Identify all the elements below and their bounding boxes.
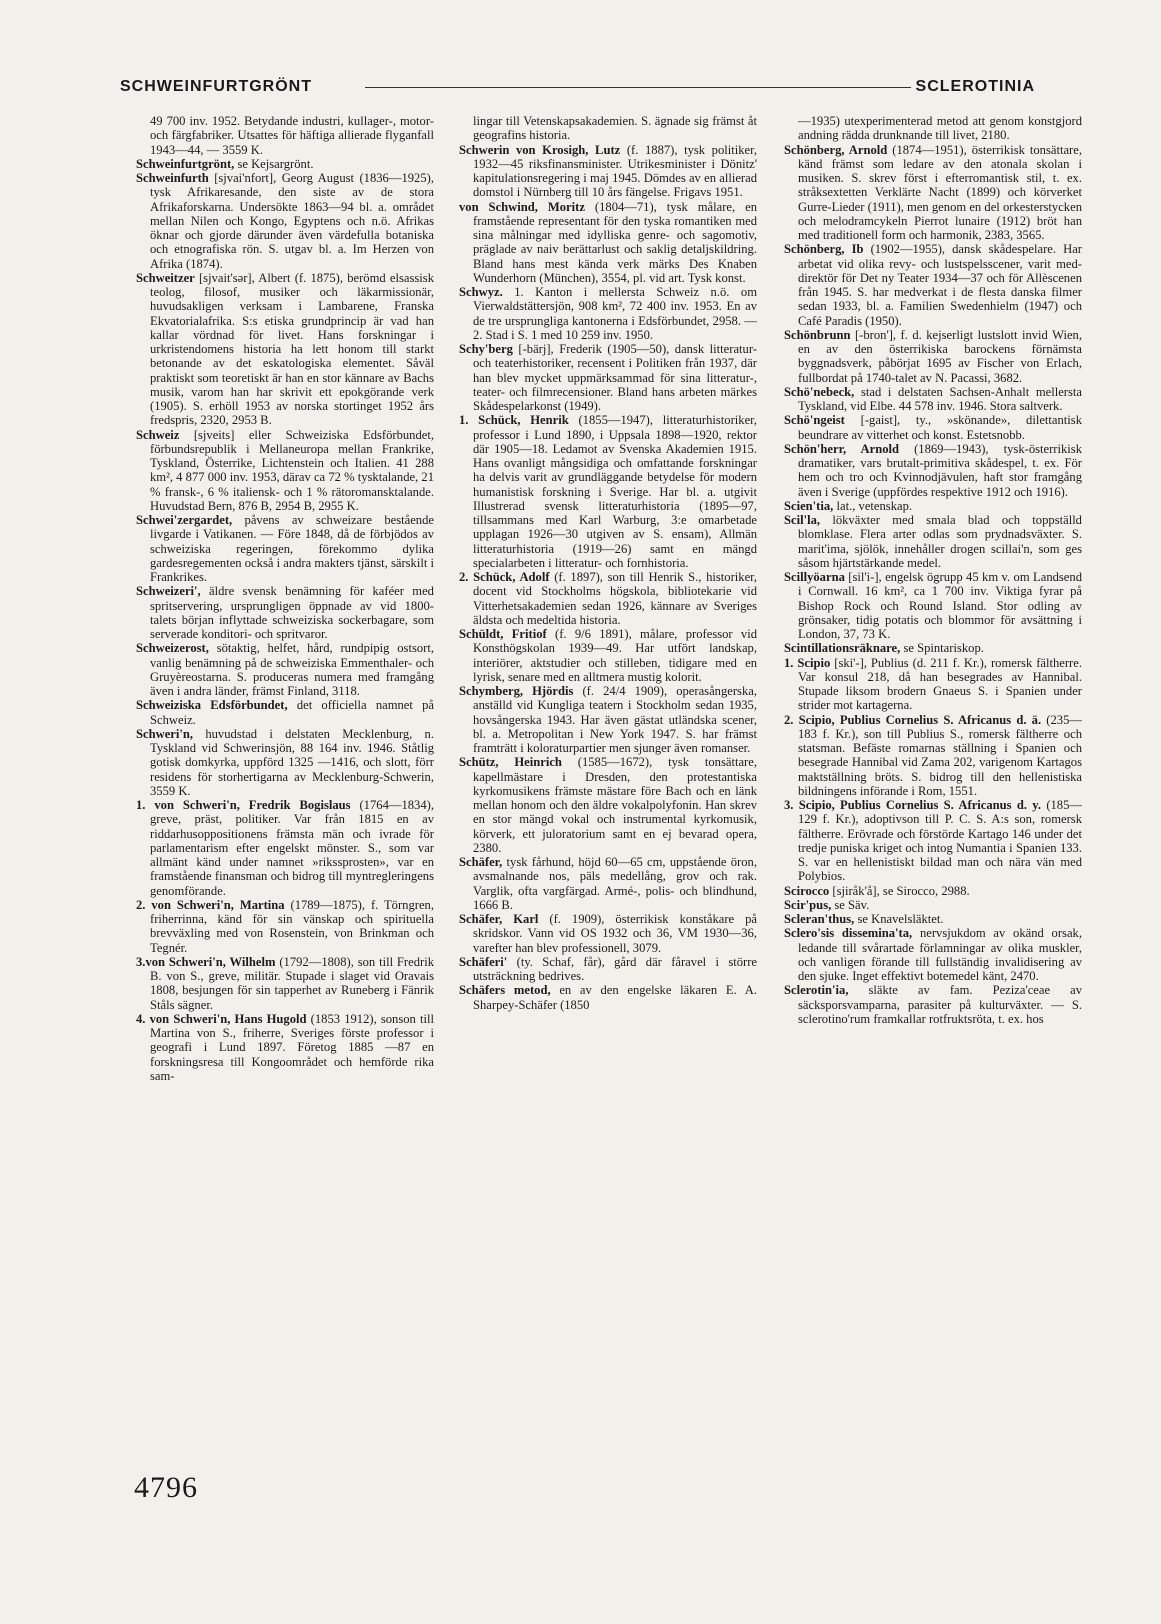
entry-text: lat., vetenskap.	[836, 498, 913, 513]
entry-headword: 1. von Schweri'n, Fredrik Bogislaus	[136, 798, 351, 812]
entry-text: [sjvait'sər], Albert (f. 1875), berömd elsassisk teolog, filosof, musiker och läkarmissionär, huvudsakligen verksam i Lambarene, Franska Ekvatorialafrika. S:s etiska grundprincip är vad han kallar vördnad för livet. Hans forskningar i urkristendomens historia ha lett honom till starkt betonande av det eskatologiska elementet. Såväl praktiskt som teoretiskt är han en stor kännare av Bachs musik, varom han har skrivit ett epokgörande verk (1905). S. erhöll 1953 av norska stortinget 1952 års fredspris, 2320, 2953 B.	[150, 270, 434, 428]
entry-text: (1792—1808), son till Fredrik B. von S., greve, militär. Stupade i slaget vid Oravais 1808, besjungen för sin tapperhet av Runeberg i Fänrik Ståls sägner.	[150, 954, 434, 1012]
dictionary-entry	[784, 912, 1082, 926]
entry-headword: Scirocco	[784, 883, 830, 898]
entry-text: (1789—1875), f. Törngren, friherrinna, känd för sin vänskap och spirituella brevväxling med von Rosenstein, von Brinkman och Tegnér.	[150, 897, 434, 955]
dictionary-entry	[784, 983, 1082, 1026]
entry-headword: Schönberg, Arnold	[784, 142, 888, 157]
entry-headword: Schweiziska Edsförbundet,	[136, 698, 288, 713]
dictionary-entry	[459, 684, 757, 755]
dictionary-entry	[136, 428, 434, 514]
entry-text: (1874—1951), österrikisk tonsättare, känd främst som ledare av den atonala skolan i musiken. S. skrev först i efterromantisk stil, t. ex. stråksextetten Verklärte Nacht (1899) och körverket Gurre-Lieder (1911), men genom en del orkesterstycken och melodramcykeln Pierrot lunaire (1912) bröt han med traditionell form och harmonik, 2383, 3565.	[798, 142, 1082, 242]
entry-text: (f. 1887), tysk politiker, 1932—45 riksfinansminister. Utrikesminister i Dönitz' kapitulationsregering i maj 1945. Dömdes av en allierad domstol i Nürnberg till 10 års fängelse. Frigavs 1951.	[473, 142, 757, 200]
dictionary-entry	[459, 413, 757, 570]
dictionary-entry	[136, 271, 434, 428]
dictionary-entry	[784, 143, 1082, 243]
entry-text: 1. Kanton i mellersta Schweiz n.ö. om Vierwaldstättersjön, 908 km², 72 400 inv. 1953. En av de tre ursprungliga kantonerna i Edsförbundet, 2958. — 2. Stad i S. 1 med 10 259 inv. 1950.	[473, 285, 757, 342]
entry-text: (f. 1909), österrikisk konståkare på skridskor. Vann vid OS 1932 och 36, VM 1930—36, varefter han blev professionell, 3079.	[473, 912, 757, 955]
entry-text: påvens av schweizare bestående livgarde i Vatikanen. — Före 1848, då de förbjödos av schweiziska regeringen, förekommo dylika gardesregementen också i andra makters tjänst, särskilt i Frankrikes.	[150, 513, 434, 584]
entry-headword: 4. von Schweri'n, Hans Hugold	[136, 1011, 307, 1026]
entry-headword: Schweizerost,	[136, 641, 209, 656]
entry-text: stad i delstaten Sachsen-Anhalt mellersta Tyskland, vid Elbe. 44 578 inv. 1946. Stora saltverk.	[798, 384, 1082, 413]
entry-headword: Schymberg, Hjördis	[459, 684, 574, 698]
entry-headword: 2. von Schweri'n, Martina	[136, 897, 285, 912]
entry-text: släkte av fam. Peziza'ceae av säcksporsvamparna, parasiter på kulturväxter. — S. sclerotino'rum framkallar rotfruktsröta, t. ex. hos	[798, 983, 1082, 1026]
entry-headword: Schönberg, Ib	[784, 242, 864, 257]
entry-headword: Scillyöarna	[784, 570, 845, 584]
entry-text: sötaktig, helfet, hård, rundpipig ostsort, vanlig benämning på de schweiziska Emmenthaler- och Gruyèreostarna. S. produceras numera med framgång även i andra länder, främst Finland, 3118.	[150, 641, 434, 698]
entry-text: lökväxter med smala blad och toppställd blomklase. Flera arter odlas som prydnadsväxter. S. marit'ima, sjölök, innehåller drogen scillai'n, som ges såsom hjärtstärkande medel.	[798, 513, 1082, 570]
dictionary-entry	[459, 285, 757, 342]
dictionary-entry	[784, 513, 1082, 570]
dictionary-entry	[459, 627, 757, 684]
entry-text: (1853 1912), sonson till Martina von S., friherre, Sveriges förste professor i geografi i Lund 1897. Företog 1885 —87 en forskningsresa till Kongoområdet och hemförde rika sam-	[150, 1011, 434, 1083]
running-head-left: SCHWEINFURTGRÖNT	[120, 78, 312, 95]
dictionary-entry	[784, 926, 1082, 983]
entry-headword: Scleran'thus,	[784, 912, 855, 926]
dictionary-entry	[784, 641, 1082, 655]
entry-text: [-bärj], Frederik (1905—50), dansk litteratur- och teaterhistoriker, recensent i Politiken från 1937, där han blev mycket uppmärksammad för sina litteratur-, teater- och filmrecensioner. Bland hans arbeten märkes Skådespelarkonst (1949).	[473, 342, 757, 413]
entry-text: 49 700 inv. 1952. Betydande industri, kullager-, motor- och färgfabriker. Utsattes för häftiga allierade flyganfall 1943—44, — 3559 K.	[150, 114, 434, 157]
dictionary-entry	[784, 898, 1082, 912]
entry-text: [sjiråk'å], se Sirocco, 2988.	[832, 883, 970, 898]
entry-headword: Schäfer,	[459, 855, 503, 869]
entry-text: en av den engelske läkaren E. A. Sharpey-Schäfer (1850	[473, 983, 757, 1012]
entry-text: nervsjukdom av okänd orsak, ledande till svårartade förlamningar av olika muskler, och vanligen förande till fullständig invalidisering av den sjuke. Inget effektivt botemedel känt, 2470.	[798, 926, 1082, 983]
text-column-2	[459, 114, 757, 1469]
entry-headword: Schy'berg	[459, 342, 513, 356]
dictionary-entry	[459, 855, 757, 912]
dictionary-entry	[136, 114, 434, 157]
entry-text: det officiella namnet på Schweiz.	[150, 698, 434, 727]
entry-headword: Scintillationsräknare,	[784, 641, 901, 656]
entry-text: [sjveits] eller Schweiziska Edsförbundet, förbundsrepublik i Mellaneuropa mellan Frankrike, Tyskland, Österrike, Lichtenstein och Italien. 41 288 km², 4 877 000 inv. 1953, därav ca 72 % tysktalande, 21 % fransk-, 6 % italiensk- och 1 % rätoromansktalande. Huvudstad Bern, 876 B, 2954 B, 2955 K.	[150, 427, 434, 513]
entry-text: äldre svensk benämning för kaféer med spritservering, ursprungligen öppnade av vid 1800-talets början inflyttade schweiziska sockerbagare, som serverade konditori- och spritvaror.	[150, 584, 434, 641]
dictionary-entry	[459, 200, 757, 286]
dictionary-entry	[136, 955, 434, 1012]
dictionary-entry	[459, 570, 757, 627]
entry-headword: Schäferi'	[459, 954, 508, 969]
entry-text: se Säv.	[834, 897, 870, 912]
dictionary-entry	[136, 584, 434, 641]
dictionary-entry	[784, 798, 1082, 884]
dictionary-entry	[784, 884, 1082, 898]
entry-text: [sjvai'nfort], Georg August (1836—1925), tysk Afrikaresande, den siste av de stora Afrikaforskarna. Undersökte 1863—94 bl. a. området mellan Nilen och Kongo, Egyptens och n.ö. Afrikas öknar och gjorde därunder även värdefulla botaniska och etnografiska rön. S. utgav bl. a. Im Herzen von Afrika (1874).	[150, 171, 434, 271]
dictionary-entry	[784, 242, 1082, 328]
entry-headword: Schweinfurth	[136, 171, 209, 185]
dictionary-entry	[784, 413, 1082, 442]
entry-text: (1902—1955), dansk skådespelare. Har arbetat vid olika revy- och lustspelsscener, varit med-direktör för Det ny Teater 1934—37 och för Allèscenen från 1945. S. har medverkat i de flesta danska filmer sedan 1933, bl. a. Familien Swedenhielm (1947) och Café Paradis (1950).	[798, 242, 1082, 328]
dictionary-entry	[459, 114, 757, 143]
entry-headword: 2. Schück, Adolf	[459, 570, 550, 584]
header-rule	[365, 87, 911, 88]
entry-headword: 1. Schück, Henrik	[459, 413, 569, 428]
entry-text: (f. 9/6 1891), målare, professor vid Konsthögskolan 1939—49. Har utfört landskap, interiörer, aktstudier och stilleben, tidigare med en lyrisk, senare med en alltmera mustig kolorit.	[473, 627, 757, 684]
entry-text: [-gaist], ty., »skönande», dilettantisk beundrare av vitterhet och konst. Estetsnobb.	[798, 413, 1082, 442]
text-column-3	[784, 114, 1082, 1469]
dictionary-entry	[136, 798, 434, 898]
dictionary-entry	[459, 143, 757, 200]
dictionary-entry	[459, 342, 757, 413]
entry-text: (185—129 f. Kr.), adoptivson till P. C. S. A:s son, romersk fältherre. Erövrade och förstörde Kartago 146 under det tredje puniska kriget och intog Numantia i Spanien 133. S. var en hellenistiskt bildad man och nära vän med Polybios.	[798, 798, 1082, 884]
dictionary-entry	[459, 912, 757, 955]
dictionary-entry	[459, 983, 757, 1012]
dictionary-entry	[459, 755, 757, 855]
entry-headword: Schüldt, Fritiof	[459, 627, 547, 641]
entry-headword: Schönbrunn	[784, 327, 851, 342]
dictionary-entry	[784, 442, 1082, 499]
entry-text: [-bron'], f. d. kejserligt lustslott invid Wien, en av den österrikiska barockens förnämsta byggnadsverk, påbörjat 1695 av Fischer von Erlach, fullbordat på 1740-talet av N. Pacassi, 3682.	[798, 327, 1082, 385]
entry-headword: Schweitzer	[136, 270, 195, 285]
entry-text: (1585—1672), tysk tonsättare, kapellmästare i Dresden, den protestantiska kyrkomusikens främste mästare före Bach och en länk mellan honom och den äldre vokalpolyfonin. Han skrev en stor mängd vokal och instrumental kyrkomusik, körverk, ett juloratorium samt en ej bevarad opera, 2380.	[473, 755, 757, 855]
dictionary-entry	[784, 499, 1082, 513]
dictionary-entry	[784, 114, 1082, 143]
entry-headword: Schö'nebeck,	[784, 384, 855, 399]
entry-text: (1869—1943), tysk-österrikisk dramatiker, vars brutalt-primitiva skådespel, t. ex. För hem och tro och Kvinnodjävulen, haft stor framgång även i Sverige (uppfördes respektive 1912 och 1916).	[798, 441, 1082, 499]
dictionary-entry	[784, 656, 1082, 713]
entry-headword: Schwei'zergardet,	[136, 513, 233, 527]
entry-headword: Sclerotin'ia,	[784, 983, 849, 998]
entry-headword: Schön'herr, Arnold	[784, 441, 900, 456]
dictionary-entry	[136, 898, 434, 955]
dictionary-entry	[784, 570, 1082, 641]
entry-headword: Schweri'n,	[136, 726, 194, 741]
entry-headword: Schweinfurtgrönt,	[136, 156, 235, 171]
page-number: 4796	[134, 1471, 198, 1504]
dictionary-entry	[136, 641, 434, 698]
entry-headword: Schütz, Heinrich	[459, 755, 562, 770]
entry-headword: Schäfer, Karl	[459, 912, 539, 926]
running-head-right: SCLEROTINIA	[915, 78, 1035, 95]
entry-text: huvudstad i delstaten Mecklenburg, n. Tyskland vid Schwerinsjön, 88 164 inv. 1946. Ståtlig gotisk domkyrka, uppförd 1325 —1416, och slott, förr residens för storhertigarna av Mecklenburg-Schwerin, 3559 K.	[150, 726, 434, 798]
entry-text: lingar till Vetenskapsakademien. S. ägnade sig främst åt geografins historia.	[473, 114, 757, 143]
entry-headword: 1. Scipio	[784, 655, 831, 670]
entry-text: (1804—71), tysk målare, en framstående representant för den tyska romantiken med sina målningar med idylliska genre- och sagomotiv, präglade av naiv berättarlust och saklig detaljskildring. Bland hans mest kända verk märks Des Knaben Wunderhorn (München), 3554, pl. vid art. Tysk konst.	[473, 199, 757, 285]
entry-headword: Scil'la,	[784, 513, 821, 527]
entry-headword: Scien'tia,	[784, 498, 834, 513]
entry-text: [ski'-], Publius (d. 211 f. Kr.), romersk fältherre. Var konsul 218, då han besegrades av Hannibal. Stupade liksom brodern Gnaeus S. i Spanien under strider mot kartagerna.	[798, 655, 1082, 713]
entry-text: se Kejsargrönt.	[237, 156, 314, 171]
dictionary-entry	[784, 713, 1082, 799]
dictionary-entry	[136, 698, 434, 727]
entry-text: tysk fårhund, höjd 60—65 cm, uppstående öron, avsmalnande nos, päls medellång, grov och rak. Varglik, ofta vargfärgad. Armé-, polis- och blindhund, 1666 B.	[473, 855, 757, 912]
entry-text: (235—183 f. Kr.), son till Publius S., romersk fältherre och statsman. Befäste romarnas ställning i Spanien och besegrade Hannibal vid Zama 202, varigenom Kartagos maktställning bröts. S. bidrog till den hellenistiska bildningens införande i Rom, 1551.	[798, 712, 1082, 798]
entry-headword: Schwyz.	[459, 285, 503, 299]
entry-headword: Schäfers metod,	[459, 983, 551, 998]
entry-text: (ty. Schaf, får), gård där fåravel i större utsträckning bedrives.	[473, 954, 757, 983]
dictionary-entry	[136, 157, 434, 171]
entry-headword: 3.von Schweri'n, Wilhelm	[136, 954, 276, 969]
entry-headword: Schweiz	[136, 427, 180, 442]
entry-text: (f. 24/4 1909), operasångerska, anställd vid Kungliga teatern i Stockholm sedan 1935, hovsångerska 1943. Har även gästat utländska scener, bl. a. Metropolitan i New York 1947. S. har främst framträtt i koloraturpartier men sjunger även romanser.	[473, 684, 757, 755]
entry-headword: Schweizeri',	[136, 584, 201, 599]
dictionary-entry	[136, 171, 434, 271]
entry-headword: 2. Scipio, Publius Cornelius S. Africanus d. ä.	[784, 712, 1042, 727]
dictionary-entry	[784, 328, 1082, 385]
dictionary-entry	[136, 513, 434, 584]
entry-text: se Spintariskop.	[903, 641, 984, 656]
entry-text: [sil'i-], engelsk ögrupp 45 km v. om Landsend i Cornwall. 16 km², ca 1 700 inv. Viktiga fyrar på Bishop Rock och Round Island. Stor odling av grönsaker, tidig potatis och blommor för avsättning i London, 37, 73 K.	[798, 570, 1082, 641]
entry-headword: Scir'pus,	[784, 897, 832, 912]
entry-text: (1764—1834), greve, präst, politiker. Var från 1815 en av riddarhusoppositionens främsta män och ivrade för parlamentarism efter engelskt mönster. S., som var allmänt känd under namnet »rikssprosten», var en framstående finansman och bidrog till myntregleringens genomförande.	[150, 798, 434, 898]
entry-headword: 3. Scipio, Publius Cornelius S. Africanus d. y.	[784, 798, 1042, 812]
entry-text: —1935) utexperimenterad metod att genom konstgjord andning rädda drunknande till livet, 2180.	[798, 114, 1082, 143]
entry-text: (1855—1947), litteraturhistoriker, professor i Lund 1890, i Uppsala 1898—1920, rektor där 1905—18. Ledamot av Svenska Akademien 1915. Hans ovanligt mångsidiga och omfattande forskningar ha delvis varit av grundläggande betydelse för modern humanistisk forskning i Sverige. Har bl. a. utgivit Illustrerad svensk litteraturhistoria (1895—97, tillsammans med Karl Warburg, 3:e omarbetade upplagan 1926—30 utgiven av S. ensam), Allmän litteraturhistoria (1919—26) samt en mängd specialarbeten i litteratur- och fornhistoria.	[473, 413, 757, 570]
entry-text: (f. 1897), son till Henrik S., historiker, docent vid Stockholms högskola, bibliotekarie vid Vitterhetsakademien sedan 1926, kännare av Sveriges äldsta och medeltida historia.	[473, 570, 757, 627]
text-column-1	[136, 114, 434, 1469]
dictionary-entry	[136, 1012, 434, 1083]
entry-headword: Schö'ngeist	[784, 413, 845, 428]
entry-headword: Schwerin von Krosigh, Lutz	[459, 142, 621, 157]
entry-headword: von Schwind, Moritz	[459, 199, 585, 214]
entry-text: se Knavelsläktet.	[857, 912, 944, 926]
dictionary-entry	[136, 727, 434, 798]
dictionary-entry	[784, 385, 1082, 414]
entry-headword: Sclero'sis dissemina'ta,	[784, 926, 913, 941]
dictionary-entry	[459, 955, 757, 984]
